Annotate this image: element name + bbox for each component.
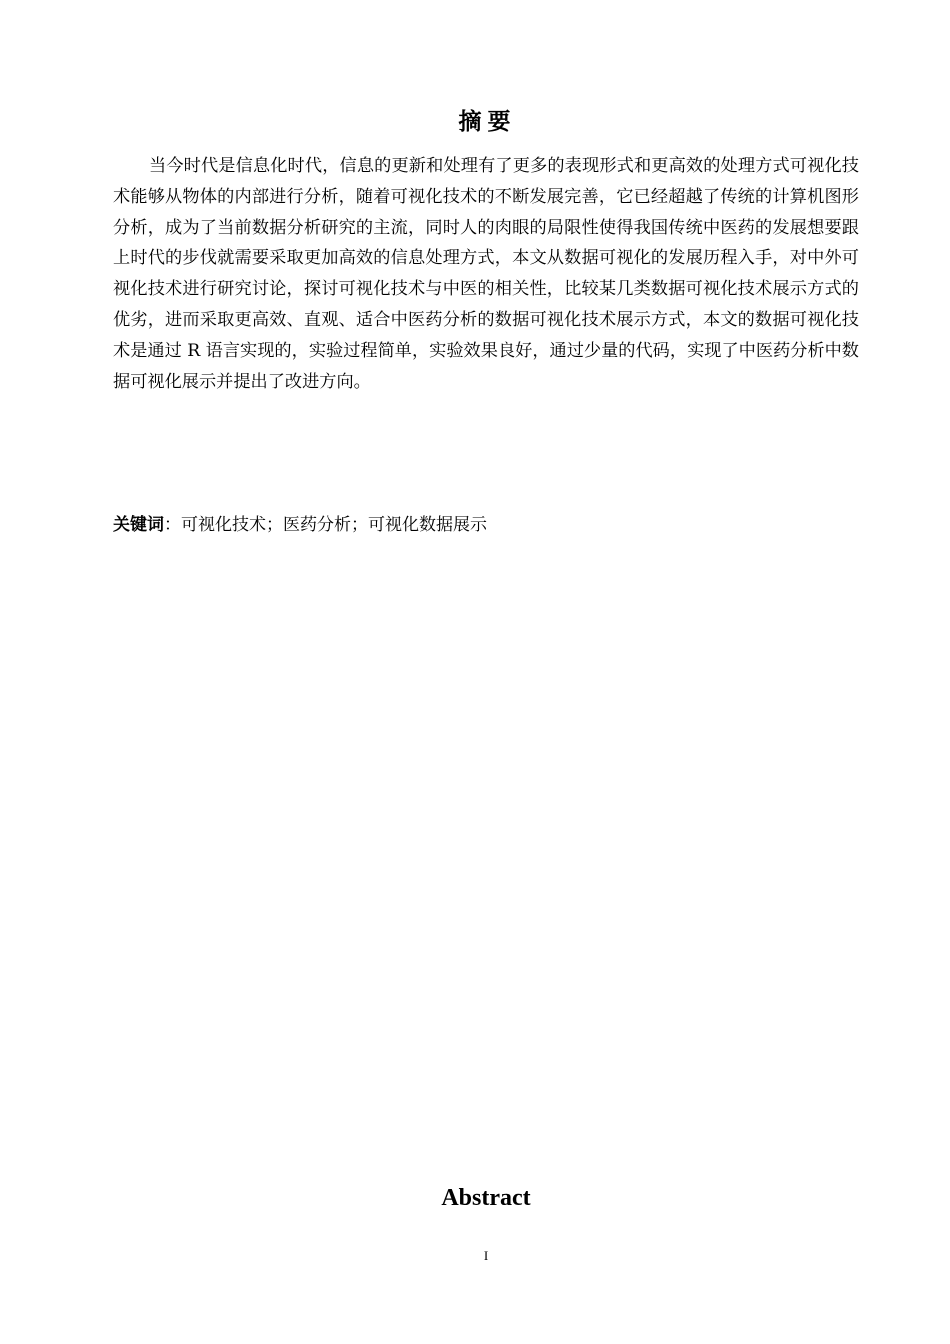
english-abstract-title: Abstract bbox=[441, 1185, 531, 1211]
keywords-label: 关键词 bbox=[113, 515, 164, 535]
page-number: I bbox=[483, 1248, 489, 1263]
keywords-text: 可视化技术；医药分析；可视化数据展示 bbox=[181, 515, 487, 535]
keywords-separator: ： bbox=[164, 515, 181, 535]
abstract-body: 当今时代是信息化时代，信息的更新和处理有了更多的表现形式和更高效的处理方式可视化技术能够从物体的内部进行分析，随着可视化技术的不断发展完善，它已经超越了传统的计算机图形分析，成为了当前数据分析研究的主流，同时人的肉眼的局限性使得我国传统中医药的发展想要跟上时代的步伐就需要采取更加高效的信息处理方式，本文从数据可视化的发展历程入手，对中外可视化技术进行研究讨论，探讨可视化技术与中医的相关性，比较某几类数据可视化技术展示方式的优劣，进而采取更高效、直观、适合中医药分析的数据可视化技术展示方式，本文的数据可视化技术是通过 R 语言实现的，实验过程简单，实验效果良好，通过少量的代码，实现了中医药分析中数据可视化展示并提出了改进方向。 bbox=[113, 156, 859, 392]
abstract-title: 摘要 bbox=[458, 109, 517, 135]
keywords-line bbox=[113, 510, 859, 540]
